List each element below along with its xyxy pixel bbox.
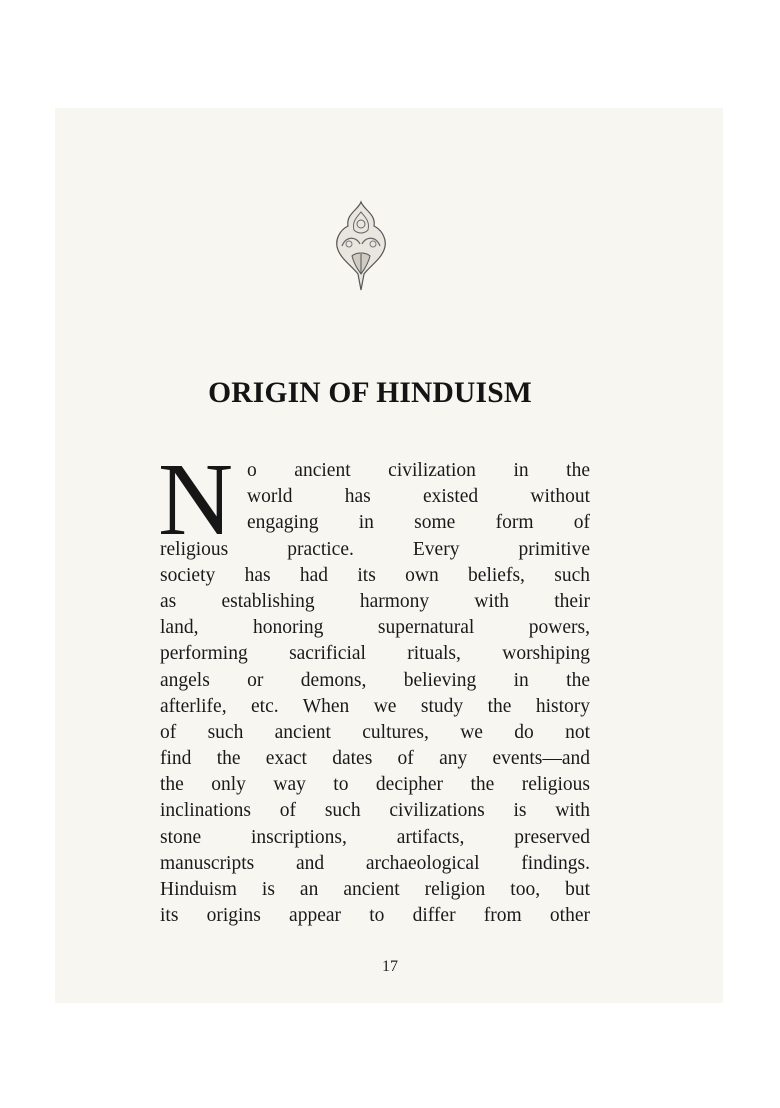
text-line: as establishing harmony with their bbox=[160, 590, 590, 612]
text-line: its origins appear to differ from other bbox=[160, 905, 590, 927]
text-line: manuscripts and archaeological findings. bbox=[160, 852, 590, 874]
text-line: o ancient civilization in the bbox=[247, 460, 590, 481]
paisley-ornament-icon bbox=[332, 200, 390, 292]
text-line: of such ancient cultures, we do not bbox=[160, 721, 590, 743]
text-line: world has existed without bbox=[247, 486, 590, 508]
text-line: performing sacrificial rituals, worshiping bbox=[160, 643, 590, 665]
text-line: land, honoring supernatural powers, bbox=[160, 617, 590, 639]
text-line: afterlife, etc. When we study the history bbox=[160, 695, 590, 717]
text-line: engaging in some form of bbox=[247, 512, 590, 534]
page-number: 17 bbox=[382, 958, 398, 975]
text-line: inclinations of such civilizations is with bbox=[160, 800, 590, 822]
text-line: society has had its own beliefs, such bbox=[160, 564, 590, 586]
text-line: find the exact dates of any events—and bbox=[160, 748, 590, 770]
text-line: religious practice. Every primitive bbox=[160, 538, 590, 560]
text-line: angels or demons, believing in the bbox=[160, 669, 590, 691]
text-line: stone inscriptions, artifacts, preserved bbox=[160, 826, 590, 848]
drop-cap: N bbox=[158, 442, 234, 557]
chapter-body bbox=[160, 458, 590, 929]
chapter-title: ORIGIN OF HINDUISM bbox=[208, 377, 532, 409]
text-line: the only way to decipher the religious bbox=[160, 774, 590, 796]
text-line: Hinduism is an ancient religion too, but bbox=[160, 879, 590, 900]
